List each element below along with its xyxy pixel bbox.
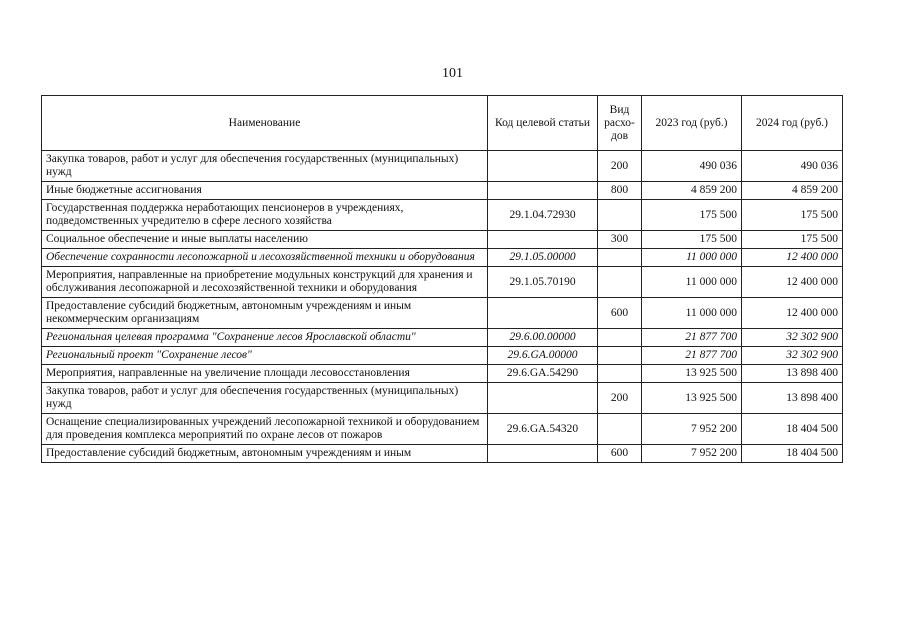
cell-y2024: 175 500	[742, 231, 843, 249]
cell-y2023: 11 000 000	[642, 298, 742, 329]
table-row	[42, 298, 843, 329]
table-row	[42, 347, 843, 365]
cell-y2023: 490 036	[642, 151, 742, 182]
table-row	[42, 329, 843, 347]
cell-type: 600	[598, 445, 642, 463]
table-row	[42, 249, 843, 267]
cell-type: 300	[598, 231, 642, 249]
table-row	[42, 365, 843, 383]
cell-y2023: 11 000 000	[642, 249, 742, 267]
header-2024: 2024 год (руб.)	[742, 96, 843, 151]
cell-y2023: 7 952 200	[642, 445, 742, 463]
cell-type: 200	[598, 383, 642, 414]
cell-name: Предоставление субсидий бюджетным, автономным учреждениям и иным	[42, 445, 488, 463]
cell-name: Предоставление субсидий бюджетным, автономным учреждениям и иным некоммерческим организациям	[42, 298, 488, 329]
table-row	[42, 445, 843, 463]
cell-name: Иные бюджетные ассигнования	[42, 182, 488, 200]
table-header-row	[42, 96, 843, 151]
cell-code: 29.1.04.72930	[488, 200, 598, 231]
cell-y2024: 12 400 000	[742, 298, 843, 329]
cell-code: 29.6.GA.54290	[488, 365, 598, 383]
cell-code: 29.6.00.00000	[488, 329, 598, 347]
cell-code: 29.6.GA.00000	[488, 347, 598, 365]
cell-y2024: 13 898 400	[742, 365, 843, 383]
table-row	[42, 383, 843, 414]
cell-code: 29.1.05.70190	[488, 267, 598, 298]
cell-y2024: 12 400 000	[742, 267, 843, 298]
cell-name: Региональная целевая программа "Сохранение лесов Ярославской области"	[42, 329, 488, 347]
cell-y2023: 13 925 500	[642, 365, 742, 383]
cell-type: 800	[598, 182, 642, 200]
cell-y2023: 175 500	[642, 231, 742, 249]
cell-code: 29.1.05.00000	[488, 249, 598, 267]
cell-type	[598, 347, 642, 365]
cell-type	[598, 365, 642, 383]
cell-code	[488, 231, 598, 249]
header-name: Наименование	[42, 96, 488, 151]
table-row	[42, 231, 843, 249]
table-row	[42, 414, 843, 445]
cell-name: Региональный проект "Сохранение лесов"	[42, 347, 488, 365]
cell-code	[488, 445, 598, 463]
table-row	[42, 200, 843, 231]
cell-y2024: 18 404 500	[742, 414, 843, 445]
cell-code	[488, 182, 598, 200]
cell-name: Мероприятия, направленные на приобретение модульных конструкций для хранения и обслуживания лесопожарной и лесохозяйственной техники и оборудования	[42, 267, 488, 298]
header-2023: 2023 год (руб.)	[642, 96, 742, 151]
cell-y2024: 12 400 000	[742, 249, 843, 267]
cell-type	[598, 329, 642, 347]
table-row	[42, 151, 843, 182]
header-type: Вид расхо-дов	[598, 96, 642, 151]
cell-name: Социальное обеспечение и иные выплаты населению	[42, 231, 488, 249]
cell-type	[598, 414, 642, 445]
table-row	[42, 182, 843, 200]
cell-code: 29.6.GA.54320	[488, 414, 598, 445]
cell-name: Мероприятия, направленные на увеличение площади лесовосстановления	[42, 365, 488, 383]
cell-y2023: 7 952 200	[642, 414, 742, 445]
cell-y2024: 32 302 900	[742, 329, 843, 347]
cell-type	[598, 200, 642, 231]
cell-y2023: 13 925 500	[642, 383, 742, 414]
cell-name: Закупка товаров, работ и услуг для обеспечения государственных (муниципальных) нужд	[42, 151, 488, 182]
cell-y2024: 18 404 500	[742, 445, 843, 463]
cell-type: 200	[598, 151, 642, 182]
cell-name: Оснащение специализированных учреждений лесопожарной техникой и оборудованием для проведения комплекса мероприятий по охране лесов от пожаров	[42, 414, 488, 445]
cell-y2023: 21 877 700	[642, 329, 742, 347]
cell-y2024: 32 302 900	[742, 347, 843, 365]
cell-type	[598, 267, 642, 298]
cell-name: Закупка товаров, работ и услуг для обеспечения государственных (муниципальных) нужд	[42, 383, 488, 414]
cell-y2023: 21 877 700	[642, 347, 742, 365]
cell-y2024: 175 500	[742, 200, 843, 231]
cell-code	[488, 383, 598, 414]
cell-y2023: 175 500	[642, 200, 742, 231]
cell-code	[488, 298, 598, 329]
header-code: Код целевой статьи	[488, 96, 598, 151]
cell-type: 600	[598, 298, 642, 329]
cell-y2023: 4 859 200	[642, 182, 742, 200]
cell-name: Государственная поддержка неработающих пенсионеров в учреждениях, подведомственных учредителю в сфере лесного хозяйства	[42, 200, 488, 231]
cell-y2024: 4 859 200	[742, 182, 843, 200]
page-number: 101	[442, 66, 463, 81]
budget-table	[41, 95, 843, 463]
cell-y2024: 490 036	[742, 151, 843, 182]
cell-y2023: 11 000 000	[642, 267, 742, 298]
cell-code	[488, 151, 598, 182]
cell-name: Обеспечение сохранности лесопожарной и лесохозяйственной техники и оборудования	[42, 249, 488, 267]
cell-type	[598, 249, 642, 267]
table-row	[42, 267, 843, 298]
table-body	[42, 151, 843, 463]
cell-y2024: 13 898 400	[742, 383, 843, 414]
